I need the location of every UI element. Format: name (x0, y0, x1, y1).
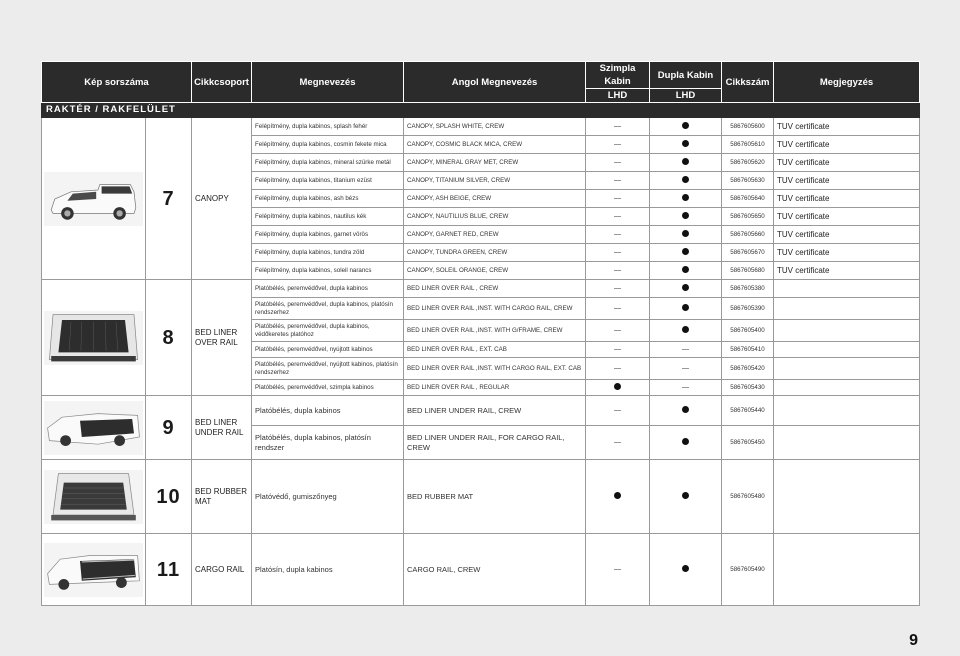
group-label (146, 416, 191, 439)
english-name: CANOPY, NAUTILIUS BLUE, CREW (404, 208, 586, 226)
table-row (42, 396, 920, 426)
not-available-dash: — (614, 140, 622, 148)
not-available-dash: — (614, 230, 622, 238)
double-cab-lhd (650, 244, 722, 262)
single-cab-lhd (586, 118, 650, 136)
not-available-dash: — (614, 326, 622, 334)
header-kep: Kép sorszáma (42, 62, 192, 103)
note (774, 342, 920, 358)
hungarian-name: Felépítmény, dupla kabinos, cosmin fekete mica (252, 136, 404, 154)
availability-dot-icon (682, 438, 689, 445)
product-photo-white-pickup-with-canopy (44, 121, 143, 277)
double-cab-lhd (650, 358, 722, 380)
not-available-dash: — (614, 284, 622, 292)
not-available-dash: — (614, 194, 622, 202)
not-available-dash: — (614, 158, 622, 166)
not-available-dash: — (614, 266, 622, 274)
product-photo-pickup-bed-rubber-mat (44, 463, 143, 531)
note: TUV certificate (774, 190, 920, 208)
note (774, 460, 920, 534)
not-available-dash: — (614, 345, 622, 353)
availability-dot-icon (682, 194, 689, 201)
group-number: 8 (162, 326, 175, 349)
note (774, 426, 920, 460)
table-row (42, 118, 920, 136)
not-available-dash: — (614, 565, 622, 573)
part-number: 5867605450 (722, 426, 774, 460)
availability-dot-icon (614, 492, 621, 499)
availability-dot-icon (682, 492, 689, 499)
single-cab-lhd (586, 226, 650, 244)
table-body (42, 103, 920, 606)
double-cab-lhd (650, 298, 722, 320)
english-name: CANOPY, SOLEIL ORANGE, CREW (404, 262, 586, 280)
header-megjegyzes: Megjegyzés (774, 62, 920, 103)
group-number (146, 460, 192, 534)
hungarian-name: Platóbélés, peremvédővel, nyújtott kabinos, platósín rendszerhez (252, 358, 404, 380)
hungarian-name: Felépítmény, dupla kabinos, tundra zöld (252, 244, 404, 262)
group-name: CANOPY (192, 118, 252, 280)
product-image (42, 118, 146, 280)
group-name: CARGO RAIL (192, 534, 252, 606)
group-name: BED LINER OVER RAIL (192, 280, 252, 396)
english-name: BED LINER OVER RAIL ,INST. WITH G/FRAME, CREW (404, 320, 586, 342)
english-name: BED LINER OVER RAIL ,INST. WITH CARGO RAIL, CREW (404, 298, 586, 320)
availability-dot-icon (682, 406, 689, 413)
note (774, 280, 920, 298)
single-cab-lhd (586, 262, 650, 280)
hungarian-name: Platóvédő, gumiszőnyeg (252, 460, 404, 534)
single-cab-lhd (586, 358, 650, 380)
part-number: 5867605610 (722, 136, 774, 154)
note: TUV certificate (774, 262, 920, 280)
product-image (42, 534, 146, 606)
group-label (146, 187, 191, 210)
header-cikkcsoport: Cikkcsoport (192, 62, 252, 103)
product-image (42, 280, 146, 396)
header-megnevezes: Megnevezés (252, 62, 404, 103)
english-name: BED LINER UNDER RAIL, CREW (404, 396, 586, 426)
english-name: CANOPY, COSMIC BLACK MICA, CREW (404, 136, 586, 154)
hungarian-name: Felépítmény, dupla kabinos, nautilus kék (252, 208, 404, 226)
double-cab-lhd (650, 380, 722, 396)
not-available-dash: — (682, 345, 690, 353)
single-cab-lhd (586, 534, 650, 606)
english-name: BED RUBBER MAT (404, 460, 586, 534)
note: TUV certificate (774, 118, 920, 136)
availability-dot-icon (614, 383, 621, 390)
header-angol: Angol Megnevezés (404, 62, 586, 103)
part-number: 5867605640 (722, 190, 774, 208)
table-row (42, 460, 920, 534)
group-number: 7 (162, 187, 175, 210)
note: TUV certificate (774, 208, 920, 226)
single-cab-lhd (586, 172, 650, 190)
double-cab-lhd (650, 396, 722, 426)
double-cab-lhd (650, 190, 722, 208)
double-cab-lhd (650, 426, 722, 460)
header-szimpla: Szimpla Kabin (586, 62, 650, 89)
availability-dot-icon (682, 284, 689, 291)
part-number: 5867605490 (722, 534, 774, 606)
product-image (42, 396, 146, 460)
not-available-dash: — (614, 304, 622, 312)
not-available-dash: — (682, 364, 690, 372)
group-number: 9 (162, 416, 175, 439)
group-label (146, 558, 191, 581)
hungarian-name: Platóbélés, peremvédővel, dupla kabinos (252, 280, 404, 298)
part-number: 5867605430 (722, 380, 774, 396)
note (774, 358, 920, 380)
note: TUV certificate (774, 136, 920, 154)
availability-dot-icon (682, 176, 689, 183)
group-number (146, 280, 192, 396)
note (774, 380, 920, 396)
part-number: 5867605680 (722, 262, 774, 280)
hungarian-name: Felépítmény, dupla kabinos, mineral szürke metál (252, 154, 404, 172)
note (774, 396, 920, 426)
single-cab-lhd (586, 298, 650, 320)
not-available-dash: — (614, 364, 622, 372)
availability-dot-icon (682, 565, 689, 572)
single-cab-lhd (586, 136, 650, 154)
english-name: CARGO RAIL, CREW (404, 534, 586, 606)
product-photo-pickup-cargo-rail (44, 537, 143, 603)
accessory-table (41, 61, 920, 606)
hungarian-name: Platóbélés, peremvédővel, dupla kabinos, platósín rendszerhez (252, 298, 404, 320)
single-cab-lhd (586, 280, 650, 298)
part-number: 5867605600 (722, 118, 774, 136)
english-name: CANOPY, MINERAL GRAY MET, CREW (404, 154, 586, 172)
note (774, 298, 920, 320)
english-name: CANOPY, SPLASH WHITE, CREW (404, 118, 586, 136)
part-number: 5867605440 (722, 396, 774, 426)
group-name: BED RUBBER MAT (192, 460, 252, 534)
single-cab-lhd (586, 396, 650, 426)
section-title: RAKTÉR / RAKFELÜLET (42, 103, 920, 118)
single-cab-lhd (586, 320, 650, 342)
hungarian-name: Felépítmény, dupla kabinos, splash fehér (252, 118, 404, 136)
product-image (42, 460, 146, 534)
hungarian-name: Platósín, dupla kabinos (252, 534, 404, 606)
part-number: 5867605660 (722, 226, 774, 244)
hungarian-name: Felépítmény, dupla kabinos, soleil narancs (252, 262, 404, 280)
group-number: 10 (156, 485, 181, 508)
availability-dot-icon (682, 326, 689, 333)
group-number (146, 118, 192, 280)
not-available-dash: — (682, 383, 690, 391)
hungarian-name: Platóbélés, dupla kabinos (252, 396, 404, 426)
availability-dot-icon (682, 140, 689, 147)
part-number: 5867605650 (722, 208, 774, 226)
table-row (42, 280, 920, 298)
note (774, 320, 920, 342)
note (774, 534, 920, 606)
single-cab-lhd (586, 342, 650, 358)
note: TUV certificate (774, 172, 920, 190)
hungarian-name: Platóbélés, peremvédővel, dupla kabinos, védőkeretes platóhoz (252, 320, 404, 342)
product-photo-pickup-bed-liner-over-rail (44, 283, 143, 393)
double-cab-lhd (650, 208, 722, 226)
single-cab-lhd (586, 190, 650, 208)
header-lhd-double: LHD (650, 89, 722, 103)
header-dupla: Dupla Kabin (650, 62, 722, 89)
double-cab-lhd (650, 226, 722, 244)
group-number (146, 534, 192, 606)
part-number: 5867605670 (722, 244, 774, 262)
double-cab-lhd (650, 280, 722, 298)
english-name: CANOPY, TUNDRA GREEN, CREW (404, 244, 586, 262)
availability-dot-icon (682, 266, 689, 273)
not-available-dash: — (614, 248, 622, 256)
group-number (146, 396, 192, 460)
single-cab-lhd (586, 154, 650, 172)
header-cikkszam: Cikkszám (722, 62, 774, 103)
availability-dot-icon (682, 304, 689, 311)
double-cab-lhd (650, 154, 722, 172)
hungarian-name: Platóbélés, peremvédővel, szimpla kabinos (252, 380, 404, 396)
group-label (146, 485, 191, 508)
english-name: BED LINER OVER RAIL , REGULAR (404, 380, 586, 396)
page-number: 9 (909, 632, 918, 649)
table-row (42, 534, 920, 606)
note: TUV certificate (774, 226, 920, 244)
hungarian-name: Platóbélés, dupla kabinos, platósín rendszer (252, 426, 404, 460)
not-available-dash: — (614, 176, 622, 184)
note: TUV certificate (774, 154, 920, 172)
not-available-dash: — (614, 122, 622, 130)
part-number: 5867605480 (722, 460, 774, 534)
part-number: 5867605390 (722, 298, 774, 320)
group-number: 11 (156, 558, 181, 581)
note: TUV certificate (774, 244, 920, 262)
not-available-dash: — (614, 406, 622, 414)
part-number: 5867605620 (722, 154, 774, 172)
header-lhd-single: LHD (586, 89, 650, 103)
availability-dot-icon (682, 212, 689, 219)
part-number: 5867605410 (722, 342, 774, 358)
double-cab-lhd (650, 172, 722, 190)
english-name: BED LINER OVER RAIL , EXT. CAB (404, 342, 586, 358)
english-name: CANOPY, GARNET RED, CREW (404, 226, 586, 244)
hungarian-name: Felépítmény, dupla kabinos, garnet vörös (252, 226, 404, 244)
part-number: 5867605400 (722, 320, 774, 342)
part-number: 5867605630 (722, 172, 774, 190)
double-cab-lhd (650, 136, 722, 154)
english-name: BED LINER OVER RAIL , CREW (404, 280, 586, 298)
double-cab-lhd (650, 118, 722, 136)
table-header (42, 62, 920, 103)
single-cab-lhd (586, 244, 650, 262)
not-available-dash: — (614, 438, 622, 446)
double-cab-lhd (650, 262, 722, 280)
hungarian-name: Felépítmény, dupla kabinos, titanium ezüst (252, 172, 404, 190)
single-cab-lhd (586, 426, 650, 460)
group-name: BED LINER UNDER RAIL (192, 396, 252, 460)
single-cab-lhd (586, 380, 650, 396)
group-label (146, 326, 191, 349)
hungarian-name: Platóbélés, peremvédővel, nyújtott kabinos (252, 342, 404, 358)
english-name: BED LINER OVER RAIL ,INST. WITH CARGO RAIL, EXT. CAB (404, 358, 586, 380)
english-name: BED LINER UNDER RAIL, FOR CARGO RAIL, CREW (404, 426, 586, 460)
availability-dot-icon (682, 158, 689, 165)
product-photo-pickup-bed-liner-under-rail (44, 399, 143, 457)
part-number: 5867605420 (722, 358, 774, 380)
double-cab-lhd (650, 320, 722, 342)
double-cab-lhd (650, 460, 722, 534)
availability-dot-icon (682, 122, 689, 129)
availability-dot-icon (682, 230, 689, 237)
double-cab-lhd (650, 534, 722, 606)
hungarian-name: Felépítmény, dupla kabinos, ash bézs (252, 190, 404, 208)
part-number: 5867605380 (722, 280, 774, 298)
single-cab-lhd (586, 460, 650, 534)
english-name: CANOPY, ASH BEIGE, CREW (404, 190, 586, 208)
availability-dot-icon (682, 248, 689, 255)
english-name: CANOPY, TITANIUM SILVER, CREW (404, 172, 586, 190)
not-available-dash: — (614, 212, 622, 220)
double-cab-lhd (650, 342, 722, 358)
single-cab-lhd (586, 208, 650, 226)
